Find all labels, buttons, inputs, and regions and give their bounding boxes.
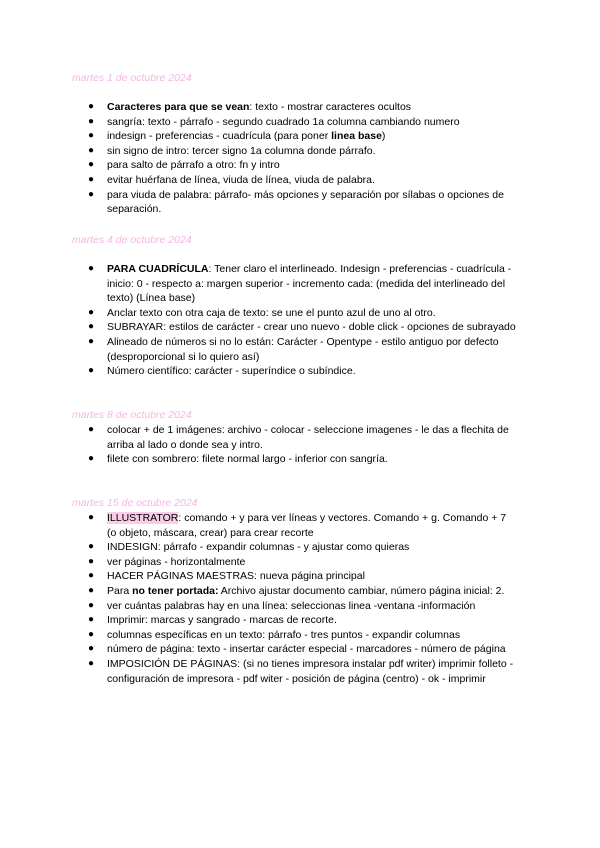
list-item: ● indesign - preferencias - cuadrícula (para poner linea base) [88, 130, 386, 143]
list-item: ● Imprimir: marcas y sangrado - marcas de recorte. [88, 614, 337, 627]
list-item: ● ILLUSTRATOR: comando + y para ver líneas y vectores. Comando + g. Comando + 7 (o objeto, máscara, crear) para crear recorte [88, 512, 507, 539]
date-heading: martes 8 de octubre 2024 [72, 409, 192, 421]
bullet-list [0, 100, 600, 217]
bullet-icon: ● [88, 657, 95, 669]
list-item: ● filete con sombrero: filete normal largo - inferior con sangría. [88, 453, 388, 466]
list-item: ● para viuda de palabra: párrafo- más opciones y separación por sílabas o opciones de separación. [88, 188, 504, 216]
bullet-icon: ● [88, 173, 95, 185]
list-item: ● Número científico: carácter - superíndice o subíndice. [88, 365, 356, 378]
bullet-icon: ● [88, 130, 95, 142]
list-item: ● HACER PÁGINAS MAESTRAS: nueva página principal [88, 570, 365, 583]
list-item: ● INDESIGN: párrafo - expandir columnas - y ajustar como quieras [88, 541, 410, 554]
bullet-icon: ● [88, 643, 95, 655]
list-item: ● Alineado de números si no lo están: Carácter - Opentype - estilo antiguo por defecto (desproporcional si lo quiero así) [88, 335, 499, 363]
bullet-list [0, 511, 600, 686]
date-heading: martes 15 de octubre 2024 [72, 497, 198, 509]
list-item: ● PARA CUADRÍCULA: Tener claro el interlineado. Indesign - preferencias - cuadrícula - inicio: 0 - respecto a: margen superior - incremento cada: (medida del interlineado del texto) (Línea base) [88, 263, 512, 305]
list-item: ● columnas específicas en un texto: párrafo - tres puntos - expandir columnas [88, 628, 461, 641]
bullet-icon: ● [88, 159, 95, 171]
bullet-icon: ● [88, 453, 95, 465]
bullet-icon: ● [88, 321, 95, 333]
bullet-icon: ● [88, 188, 95, 200]
bullet-icon: ● [88, 365, 95, 377]
list-item: ● sin signo de intro: tercer signo 1a columna donde párrafo. [88, 144, 376, 157]
list-item: ● colocar + de 1 imágenes: archivo - colocar - seleccione imagenes - le das a flechita de arriba al lado o donde sea y intro. [88, 424, 509, 451]
bullet-icon: ● [88, 555, 95, 567]
highlighted-text: ILLUSTRATOR [107, 512, 179, 524]
bullet-icon: ● [88, 263, 95, 274]
list-item: ● para salto de párrafo a otro: fn y intro [88, 159, 280, 172]
list-item: ● número de página: texto - insertar carácter especial - marcadores - número de página [88, 643, 506, 656]
bullet-icon: ● [88, 512, 95, 523]
bullet-icon: ● [88, 335, 95, 347]
list-item: ● evitar huérfana de línea, viuda de línea, viuda de palabra. [88, 173, 375, 186]
list-item: ● SUBRAYAR: estilos de carácter - crear uno nuevo - doble click - opciones de subrayado [88, 321, 516, 334]
bullet-icon: ● [88, 541, 95, 553]
bullet-icon: ● [88, 101, 95, 112]
bullet-icon: ● [88, 424, 95, 435]
bullet-icon: ● [88, 628, 95, 640]
list-item: ● Caracteres para que se vean: texto - mostrar caracteres ocultos [88, 101, 412, 113]
bullet-icon: ● [88, 614, 95, 626]
date-heading: martes 1 de octubre 2024 [72, 72, 192, 84]
list-item: ● ver cuántas palabras hay en una línea: seleccionas linea -ventana -información [88, 599, 476, 612]
bullet-list [0, 262, 600, 379]
bullet-icon: ● [88, 570, 95, 582]
date-heading: martes 4 de octubre 2024 [72, 234, 192, 246]
list-item: ● Para no tener portada: Archivo ajustar documento cambiar, número página inicial: 2. [88, 584, 505, 597]
list-item: ● IMPOSICIÓN DE PÁGINAS: (si no tienes impresora instalar pdf writer) imprimir folleto - configuración de impresora - pdf witer - posición de página (centro) - ok - imprimir [88, 657, 514, 685]
bullet-list [0, 423, 600, 467]
bullet-icon: ● [88, 599, 95, 611]
list-item: ● Anclar texto con otra caja de texto: se une el punto azul de uno al otro. [88, 306, 436, 319]
bullet-icon: ● [88, 115, 95, 127]
list-item: ● sangría: texto - párrafo - segundo cuadrado 1a columna cambiando numero [88, 115, 460, 128]
bullet-icon: ● [88, 144, 95, 156]
bullet-icon: ● [88, 584, 95, 596]
bullet-icon: ● [88, 306, 95, 318]
list-item: ● ver páginas - horizontalmente [88, 555, 246, 568]
